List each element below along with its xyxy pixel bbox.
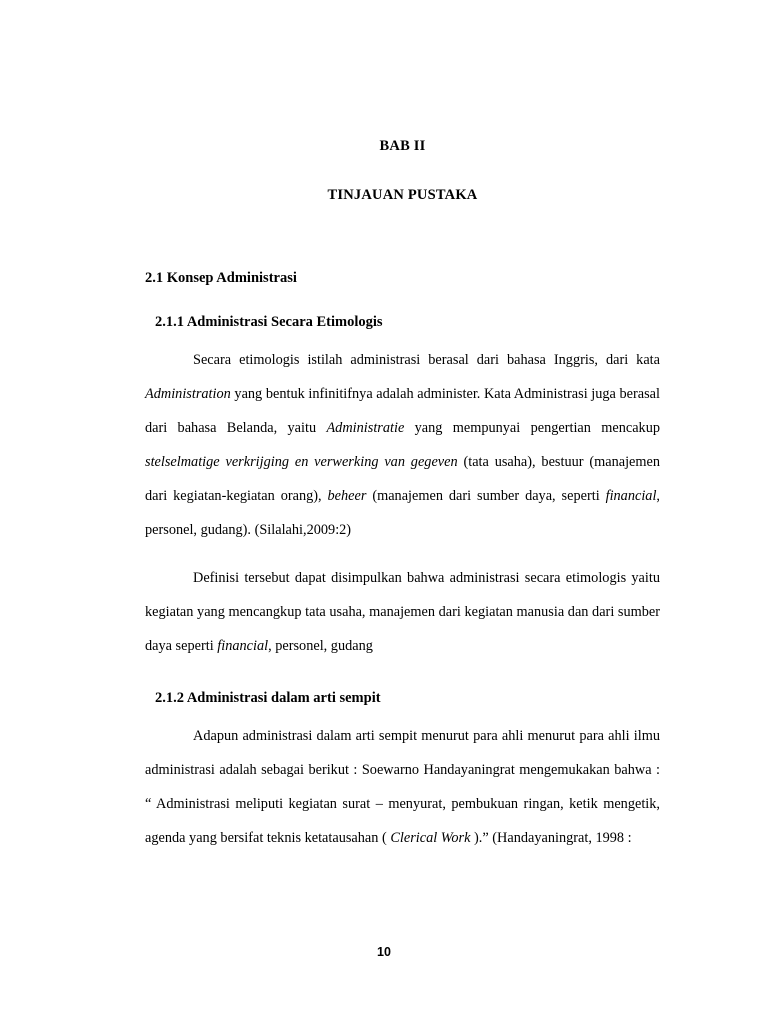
p3-italic-1: Clerical Work — [390, 830, 475, 847]
p1-text-3: yang mempunyai pengertian mencakup — [404, 420, 660, 436]
chapter-label: BAB II — [379, 138, 426, 154]
p3-text-1: Adapun administrasi dalam arti sempit menurut para ahli menurut para ahli ilmu administrasi adalah sebagai berikut : Soewarno Handayaningrat mengemukakan bahwa : “ Administrasi meliputi kegiatan surat – menyurat, pembukuan ringan, ketik mengetik, agenda yang bersifat teknis ketatausahan ( — [145, 728, 660, 847]
p1-italic-4: beheer — [327, 488, 367, 504]
section-heading-2-1: 2.1 Konsep Administrasi — [145, 270, 297, 286]
p1-text-5: (manajemen dari sumber daya, seperti — [366, 488, 606, 504]
section-heading-2-1-2: 2.1.2 Administrasi dalam arti sempit — [155, 690, 381, 707]
p1-text-6: , personel, gudang). (Silalahi,2009:2) — [145, 488, 660, 538]
p1-italic-5: financial — [605, 488, 657, 504]
p2-italic-1: financial — [217, 638, 269, 655]
paragraph-definisi — [145, 561, 660, 663]
p1-italic-3: stelselmatige verkrijging en verwerking van gegeven — [145, 454, 458, 470]
p1-italic-1: Administration — [145, 386, 231, 402]
page-number: 10 — [377, 945, 391, 959]
p1-text-1: Secara etimologis istilah administrasi berasal dari bahasa Inggris, dari kata — [193, 352, 660, 368]
paragraph-arti-sempit — [145, 719, 660, 855]
p1-text-4: (tata usaha), bestuur (manajemen dari kegiatan-kegiatan orang), — [145, 454, 661, 504]
p1-text-2: yang bentuk infinitifnya adalah administer. Kata Administrasi juga berasal dari bahasa Belanda, yaitu — [145, 386, 660, 436]
section-heading-2-1-1: 2.1.1 Administrasi Secara Etimologis — [155, 314, 383, 330]
page-content — [145, 0, 660, 870]
p3-text-2: ).” (Handayaningrat, 1998 : — [474, 830, 632, 847]
chapter-title: TINJAUAN PUSTAKA — [327, 187, 478, 203]
p2-text-1: Definisi tersebut dapat disimpulkan bahwa administrasi secara etimologis yaitu kegiatan yang mencangkup tata usaha, manajemen dari kegiatan manusia dan dari sumber daya seperti — [145, 570, 660, 655]
p2-text-2: , personel, gudang — [268, 638, 373, 655]
paragraph-etimologis — [145, 343, 660, 547]
p1-italic-2: Administratie — [326, 420, 405, 436]
